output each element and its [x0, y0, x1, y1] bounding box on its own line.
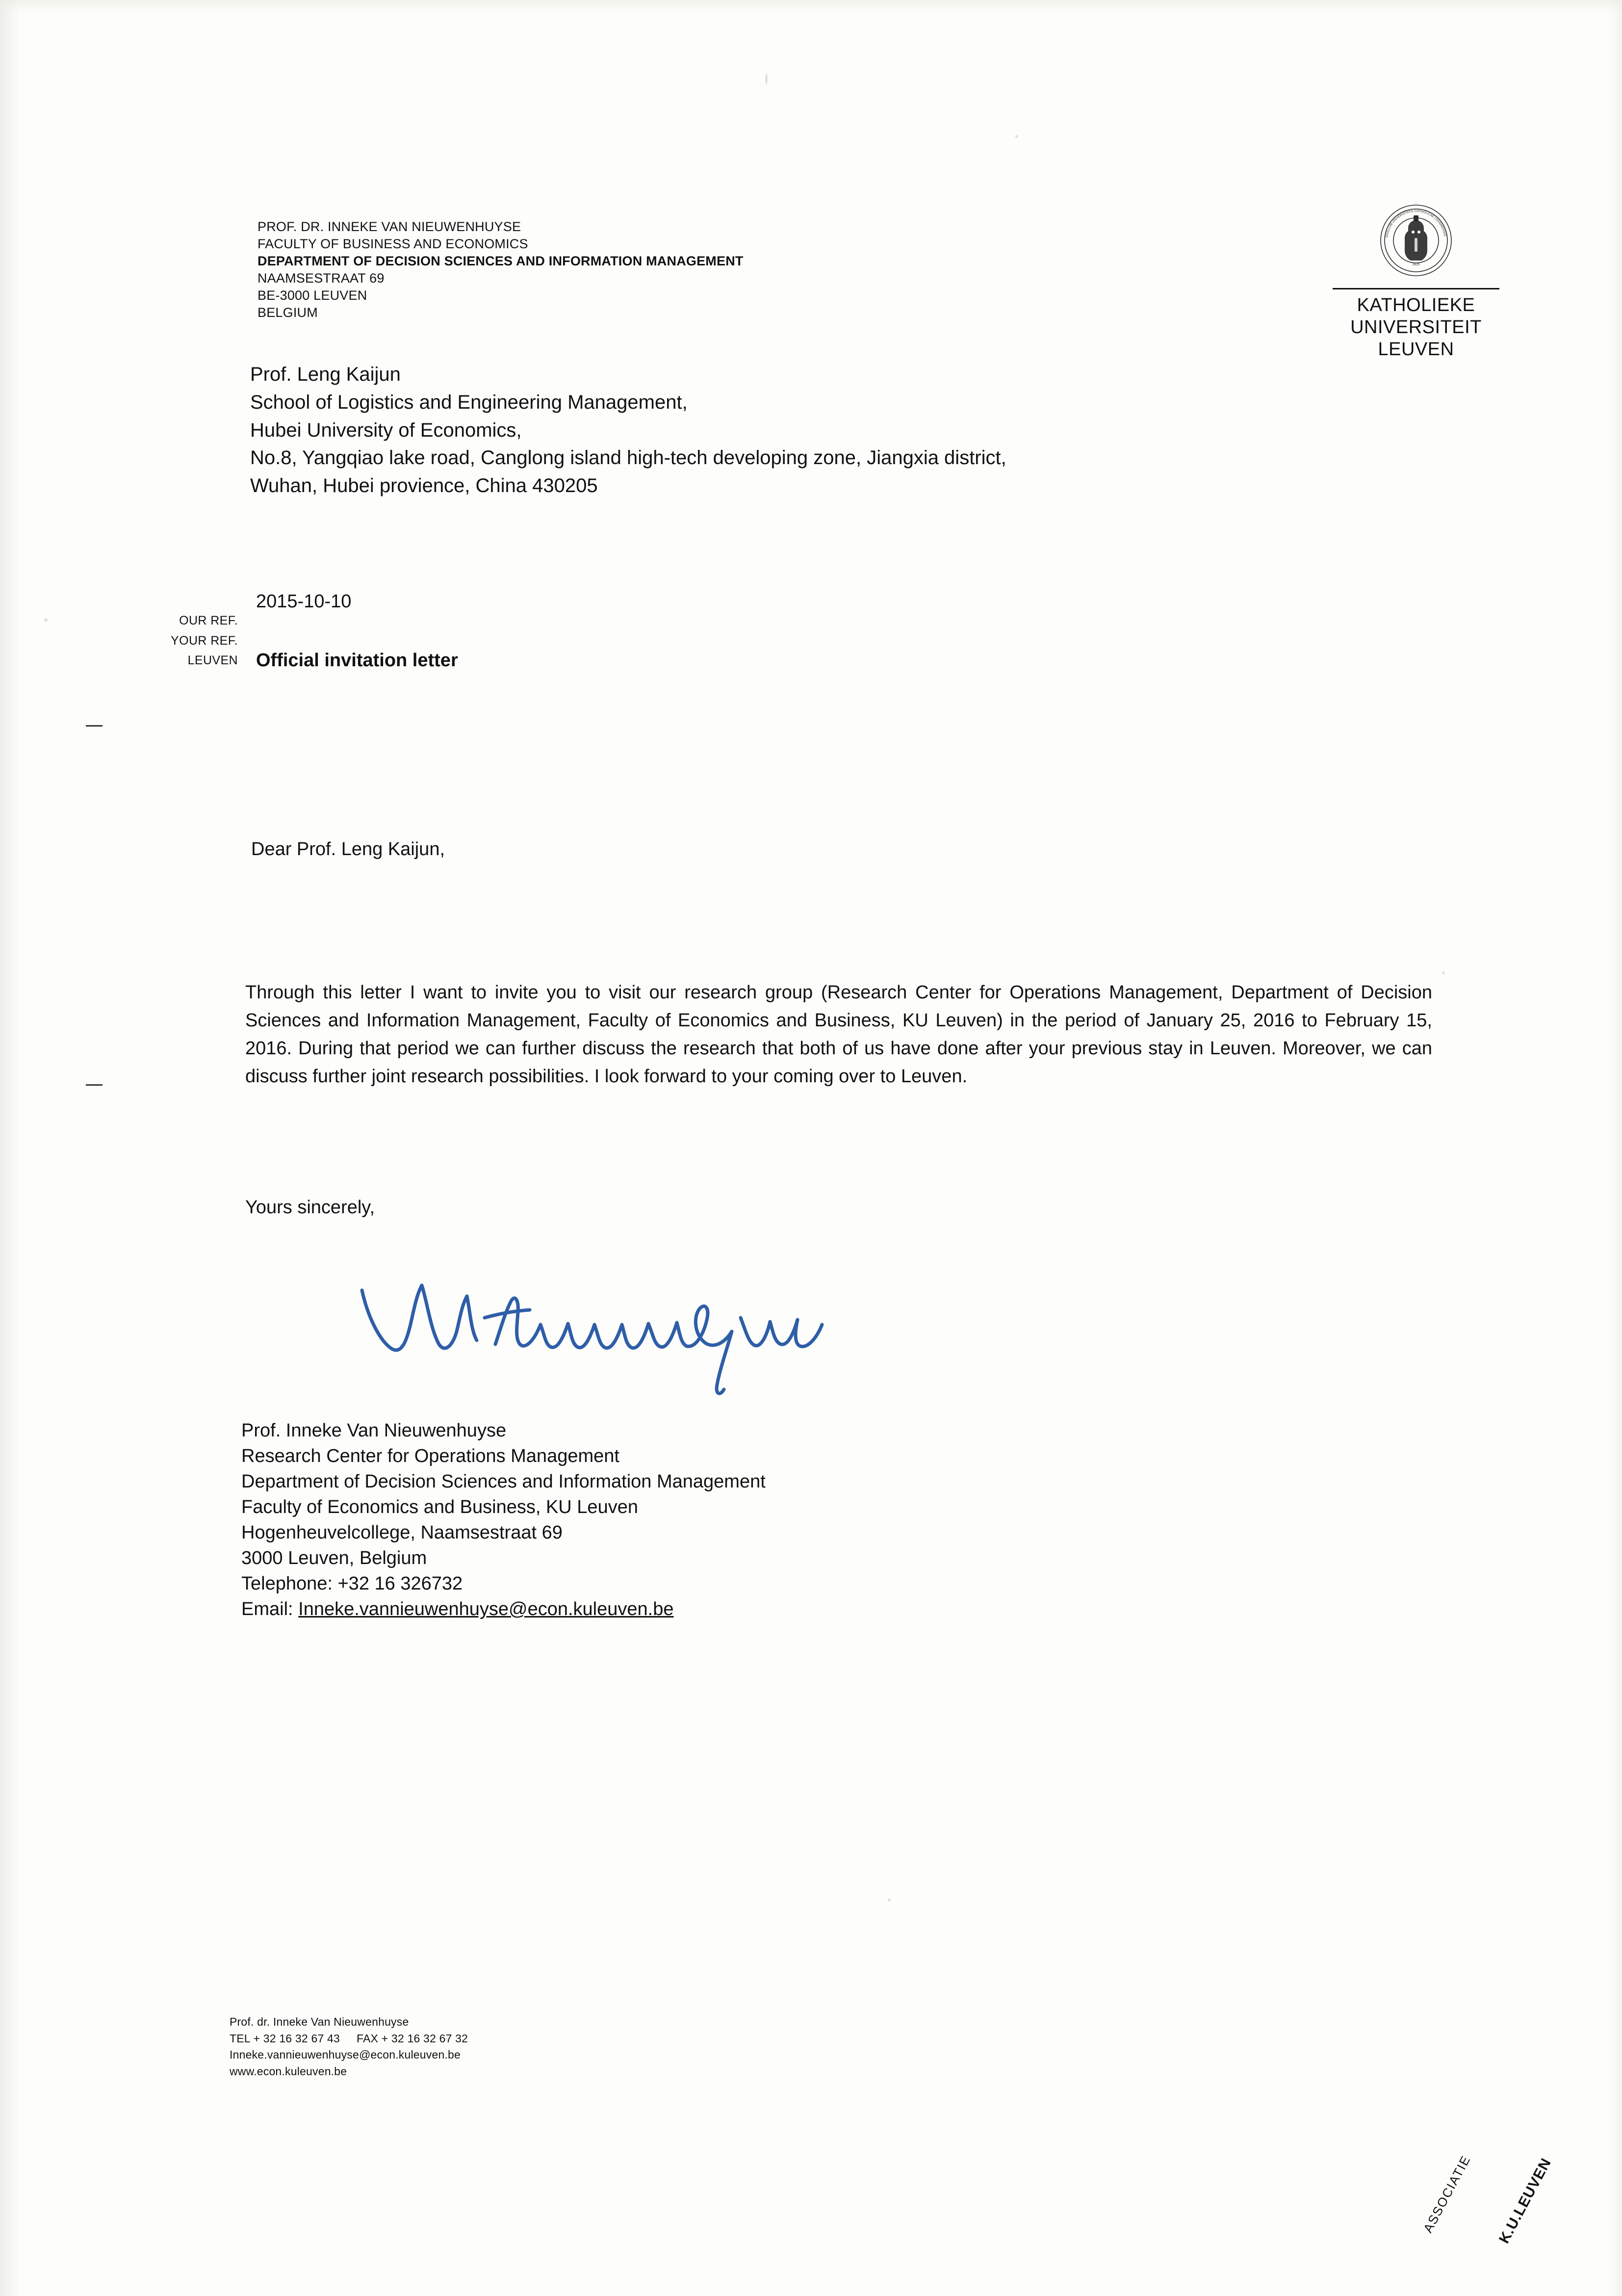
associatie-ku-leuven-logo	[1411, 2122, 1563, 2249]
logo-name-line-3: LEUVEN	[1378, 339, 1454, 360]
body-paragraph: Through this letter I want to invite you to visit our research group (Research Center for Operations Management, Department of Decision Sciences and Information Management, Faculty of Economics and Business, KU Leuven) in the period of January 25, 2016 to February 15, 2016. During that period we can further discuss the research that both of us have done after your previous stay in Leuven. Moreover, we can discuss further joint research possibilities. I look forward to your coming over to Leuven.	[245, 982, 1432, 1087]
signer-line-3: Department of Decision Sciences and Information Management	[241, 1471, 766, 1492]
scan-speck	[765, 74, 768, 84]
signer-email-address[interactable]: Inneke.vannieuwenhuyse@econ.kuleuven.be	[298, 1599, 674, 1620]
letter-subject: Official invitation letter	[256, 650, 458, 671]
sender-line-4: NAAMSESTRAAT 69	[257, 271, 385, 286]
recipient-line-1: Prof. Leng Kaijun	[250, 364, 401, 385]
recipient-line-4: No.8, Yangqiao lake road, Canglong island high-tech developing zone, Jiangxia district,	[250, 447, 1006, 469]
signer-line-1: Prof. Inneke Van Nieuwenhuyse	[241, 1420, 507, 1441]
scan-edge-left	[0, 0, 20, 2296]
signer-line-2: Research Center for Operations Management	[241, 1446, 619, 1467]
recipient-line-3: Hubei University of Economics,	[250, 419, 522, 441]
scan-edge-top	[0, 0, 1622, 13]
sender-line-3: DEPARTMENT OF DECISION SCIENCES AND INFORMATION MANAGEMENT	[257, 254, 744, 269]
footer-block	[230, 2014, 468, 2080]
sender-line-1: PROF. DR. INNEKE VAN NIEUWENHUYSE	[257, 219, 521, 234]
footer-telephone: TEL + 32 16 32 67 43	[230, 2032, 340, 2045]
scan-speck	[44, 618, 48, 622]
our-ref-label: OUR REF.	[179, 614, 238, 627]
sender-line-5: BE-3000 LEUVEN	[257, 288, 367, 303]
signer-block	[241, 1418, 766, 1622]
sender-line-2: FACULTY OF BUSINESS AND ECONOMICS	[257, 236, 528, 252]
recipient-line-2: School of Logistics and Engineering Management,	[250, 391, 688, 413]
svg-text:ASSOCIATIE: ASSOCIATIE	[1420, 2153, 1474, 2235]
svg-text:1425: 1425	[1412, 263, 1420, 266]
signer-line-6: 3000 Leuven, Belgium	[241, 1548, 427, 1569]
closing-line: Yours sincerely,	[245, 1197, 375, 1218]
sender-line-6: BELGIUM	[257, 305, 318, 320]
footer-contact-line	[230, 2031, 468, 2047]
scan-edge-right	[1607, 0, 1622, 2296]
svg-text:K.U.LEUVEN: K.U.LEUVEN	[1496, 2155, 1555, 2246]
leuven-label: LEUVEN	[187, 653, 238, 667]
letter-date: 2015-10-10	[256, 591, 352, 612]
signer-telephone: Telephone: +32 16 326732	[241, 1573, 463, 1594]
signer-line-4: Faculty of Economics and Business, KU Leuven	[241, 1497, 638, 1518]
signer-email-line	[241, 1596, 766, 1622]
scan-speck	[888, 1899, 891, 1902]
signer-line-5: Hogenheuvelcollege, Naamsestraat 69	[241, 1522, 563, 1543]
logo-divider	[1333, 288, 1499, 289]
footer-fax: FAX + 32 16 32 67 32	[357, 2032, 468, 2045]
margin-tick-upper	[86, 725, 103, 727]
footer-website[interactable]: www.econ.kuleuven.be	[230, 2064, 347, 2078]
handwritten-signature	[353, 1271, 873, 1398]
sender-address-block	[257, 218, 744, 322]
reference-labels	[132, 611, 238, 671]
margin-tick-lower	[86, 1084, 103, 1086]
university-seal-icon	[1379, 204, 1453, 277]
logo-name-line-1: KATHOLIEKE	[1357, 295, 1475, 315]
recipient-address-block	[250, 361, 1006, 500]
logo-wordmark	[1328, 294, 1504, 360]
recipient-line-5: Wuhan, Hubei provience, China 430205	[250, 475, 598, 497]
ku-leuven-logo-block	[1328, 204, 1504, 360]
footer-email[interactable]: Inneke.vannieuwenhuyse@econ.kuleuven.be	[230, 2048, 461, 2061]
salutation: Dear Prof. Leng Kaijun,	[251, 839, 445, 860]
scan-speck	[1442, 971, 1445, 974]
signer-email-label: Email:	[241, 1599, 299, 1620]
logo-name-line-2: UNIVERSITEIT	[1350, 316, 1482, 338]
svg-text:SIGILLUM UNIVERSITATIS CATHOLI: SIGILLUM UNIVERSITATIS CATHOLICAE LOVANIENSIS	[1385, 209, 1447, 238]
footer-name: Prof. dr. Inneke Van Nieuwenhuyse	[230, 2015, 409, 2028]
scan-speck	[1015, 135, 1018, 138]
your-ref-label: YOUR REF.	[171, 633, 238, 648]
